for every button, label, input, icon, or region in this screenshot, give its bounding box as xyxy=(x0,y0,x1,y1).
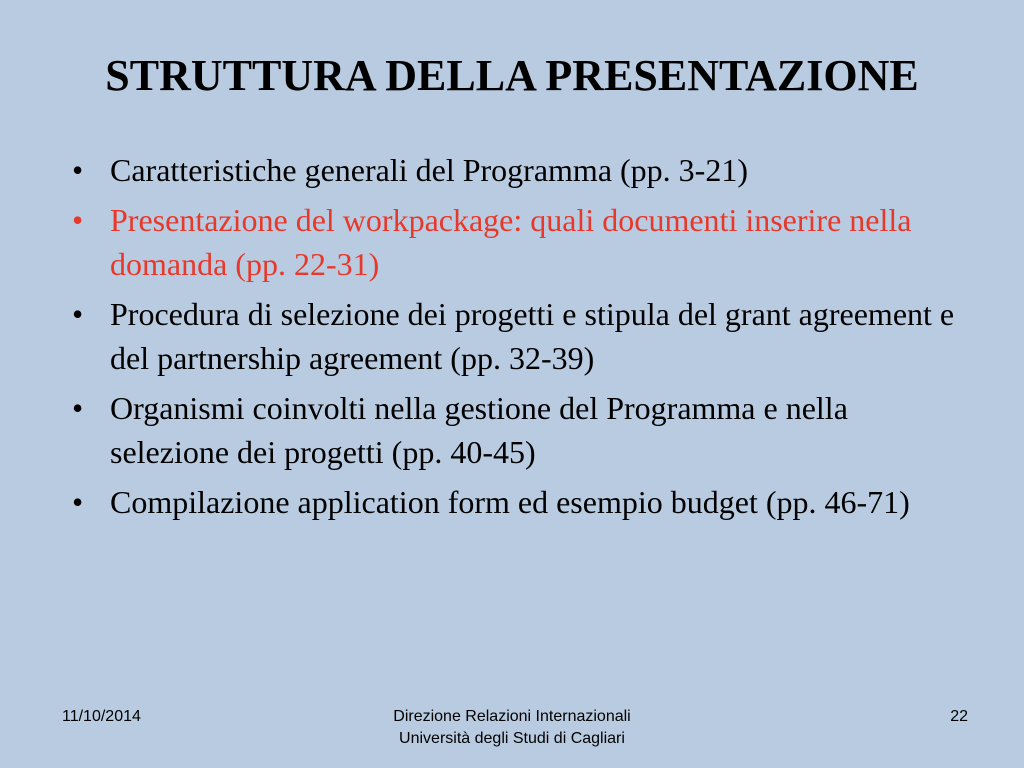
slide-title: STRUTTURA DELLA PRESENTAZIONE xyxy=(105,51,919,100)
bullet-text: Procedura di selezione dei progetti e stipula del grant agreement e del partnership agreement (pp. 32-39) xyxy=(110,296,955,376)
bullet-item-4 xyxy=(70,386,970,474)
bullet-item-5 xyxy=(70,480,970,524)
bullet-text: Organismi coinvolti nella gestione del Programma e nella selezione dei progetti (pp. 40-45) xyxy=(110,390,848,470)
bullet-item-2 xyxy=(70,198,970,286)
bullet-text: Presentazione del workpackage: quali documenti inserire nella domanda (pp. 22-31) xyxy=(110,202,912,282)
bullet-icon: • xyxy=(72,152,84,188)
bullet-icon: • xyxy=(72,296,84,332)
footer-org-line1: Direzione Relazioni Internazionali xyxy=(393,708,631,725)
footer-organization xyxy=(312,706,712,750)
footer-org-line2: Università degli Studi di Cagliari xyxy=(399,730,625,747)
bullet-item-3 xyxy=(70,292,970,380)
bullet-text: Caratteristiche generali del Programma (pp. 3-21) xyxy=(110,152,748,188)
bullet-icon: • xyxy=(72,484,84,520)
footer-date: 11/10/2014 xyxy=(62,708,141,725)
bullet-item-1 xyxy=(70,148,970,192)
bullet-icon: • xyxy=(72,202,84,238)
footer-page-number: 22 xyxy=(950,708,968,725)
bullet-list xyxy=(70,148,970,530)
bullet-icon: • xyxy=(72,390,84,426)
bullet-text: Compilazione application form ed esempio budget (pp. 46-71) xyxy=(110,484,910,520)
